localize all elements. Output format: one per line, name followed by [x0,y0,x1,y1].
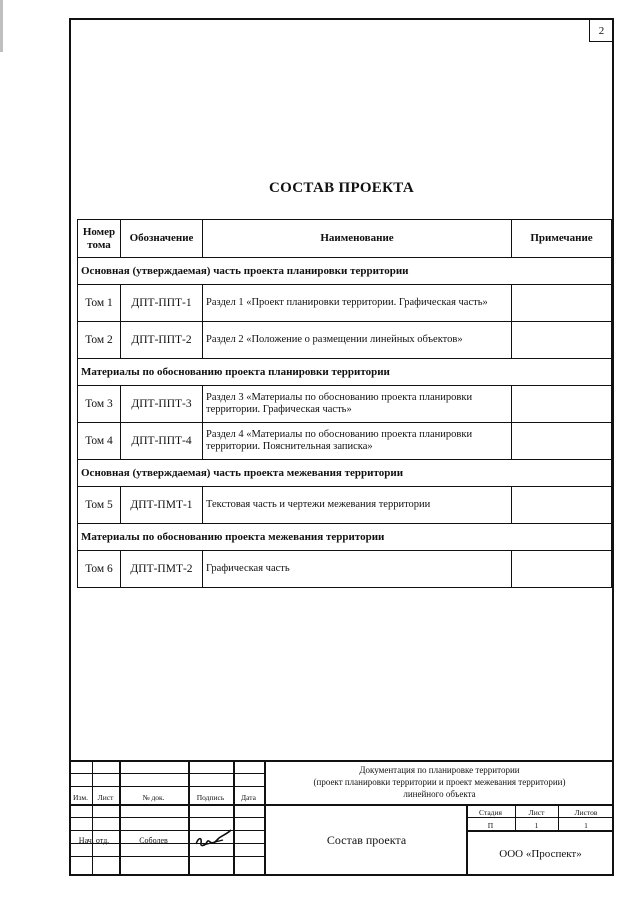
note-cell [512,322,612,359]
designation-cell: ДПТ-ППТ-2 [121,322,203,359]
table-row [78,487,612,524]
col-label-list: Лист [97,793,114,802]
col-label-date: Дата [241,793,256,802]
volume-cell: Том 3 [78,386,121,423]
document-description-1: Документация по планировке территории [359,765,520,775]
section-heading: Основная (утверждаемая) часть проекта планировки территории [78,258,612,285]
header-volume-number: Номер тома [78,220,121,258]
role-label: Нач. отд. [78,836,110,845]
table-row [78,551,612,588]
name-cell: Раздел 4 «Материалы по обоснованию проекта планировки территории. Пояснительная записка» [203,423,512,460]
name-cell: Раздел 1 «Проект планировки территории. Графическая часть» [203,285,512,322]
stage-label: Стадия [479,808,502,817]
note-cell [512,386,612,423]
name-cell: Раздел 3 «Материалы по обоснованию проекта планировки территории. Графическая часть» [203,386,512,423]
sheets-label: Листов [574,808,598,817]
document-description-3: линейного объекта [403,789,476,799]
col-label-doc: № док. [142,793,165,802]
table-section-row [78,524,612,551]
header-name: Наименование [203,220,512,258]
signature-scribble [193,826,235,850]
table-section-row [78,258,612,285]
sheets-value: 1 [584,821,588,830]
person-name: Соболев [139,836,168,845]
designation-cell: ДПТ-ПМТ-2 [121,551,203,588]
stage-value: П [487,821,494,830]
composition-table [77,219,612,588]
volume-cell: Том 1 [78,285,121,322]
table-row [78,386,612,423]
section-heading: Материалы по обоснованию проекта межевания территории [78,524,612,551]
document-description-2: (проект планировки территории и проект межевания территории) [313,777,566,787]
table-section-row [78,460,612,487]
table-section-row [78,359,612,386]
volume-cell: Том 6 [78,551,121,588]
note-cell [512,285,612,322]
volume-cell: Том 4 [78,423,121,460]
name-cell: Графическая часть [203,551,512,588]
scan-artifact [0,0,3,52]
col-label-izm: Изм. [73,793,88,802]
note-cell [512,551,612,588]
company-name: ООО «Проспект» [499,848,582,860]
title-block-stamp [69,760,614,876]
header-note: Примечание [512,220,612,258]
table-row [78,423,612,460]
designation-cell: ДПТ-ППТ-4 [121,423,203,460]
designation-cell: ДПТ-ППТ-1 [121,285,203,322]
page-number: 2 [589,20,613,42]
page-title: СОСТАВ ПРОЕКТА [269,180,414,196]
section-heading: Основная (утверждаемая) часть проекта межевания территории [78,460,612,487]
table-row [78,322,612,359]
designation-cell: ДПТ-ППТ-3 [121,386,203,423]
volume-cell: Том 5 [78,487,121,524]
table-body [78,258,612,588]
note-cell [512,423,612,460]
volume-cell: Том 2 [78,322,121,359]
designation-cell: ДПТ-ПМТ-1 [121,487,203,524]
table-row [78,285,612,322]
sheet-label: Лист [528,808,545,817]
col-label-sign: Подпись [196,793,225,802]
note-cell [512,487,612,524]
sheet-value: 1 [534,821,539,830]
document-title: Состав проекта [326,833,407,847]
name-cell: Текстовая часть и чертежи межевания территории [203,487,512,524]
section-heading: Материалы по обоснованию проекта планировки территории [78,359,612,386]
name-cell: Раздел 2 «Положение о размещении линейных объектов» [203,322,512,359]
header-designation: Обозначение [121,220,203,258]
